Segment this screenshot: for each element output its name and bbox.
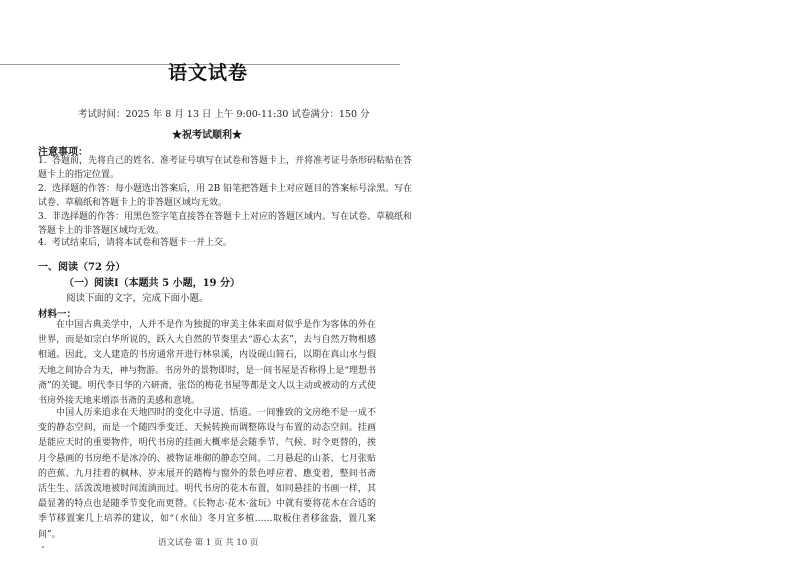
note-number: 3. xyxy=(38,212,47,222)
material-paragraph-2: 中国人历来追求在天地四时的变化中寻道、悟道。一间雅致的文房绝不是一成不变的静态空间，而是一个随四季变迁、天候转换而调整陈设与布置的动态空间。挂画是能应天时的重要物件，明代书房的挂画大概率是会随季节、气候、时令更替的，挨月令悬画的书房绝不是冰冷的、被物证堆砌的静态空间。二月悬起的山茶、七月张贴的芭蕉、九月挂着的枫林、岁末展开的踏梅与窗外的景色呼应着、應变着，整间书斋活生生、活泼泼地被时间流淌而过。明代书房的花木布置，如同悬挂的书画一样，其最显著的特点也是随季节变化而更替。《长物志·花木·盆玩》中就有要将花木在合适的季节移置案几上培养的建议，如“（水仙）冬月宜多植……取板住者移盆盎，置几案间”。 xyxy=(38,408,376,540)
exam-title: 语文试卷 xyxy=(168,62,249,84)
note-item-2 xyxy=(38,182,418,210)
note-item-4 xyxy=(38,236,418,250)
note-text: 选择题的作答：每小题选出答案后，用 2B 铅笔把答题卡上对应题目的答案标号涂黑。写在试卷、草稿纸和答题卡上的非答题区域均无效。 xyxy=(38,184,413,208)
section-heading: 一、阅读（72 分） xyxy=(38,262,126,273)
material-paragraph-1: 在中国古典美学中，人并不是作为独提的审美主体来面对似乎是作为客体的外在世界，而是如宗白华所说的，跃入大自然的节奏里去“游心太玄”，去与自然万物相感相通。因此，文人建造的书房通常开进行林泉溪，内设砚山简石，以期在真山水与假天地之间协合为天，神与物游。书房外的景物即时，是一间书屋是否称得上是“理想书斋”的关键。明代李日华的六研斋，张岱的梅花书屋等都是文人以主动或被动的方式使书房外接天地来增添书斋的美感和意境。 xyxy=(38,320,376,407)
note-text: 考试结束后，请将本试卷和答题卡一并上交。 xyxy=(52,238,233,248)
note-text: 答题前，先将自己的姓名、准考证号填写在试卷和答题卡上，并将准考证号条形码粘贴在答题卡上的指定位置。 xyxy=(38,156,413,180)
note-item-3 xyxy=(38,210,418,238)
note-text: 非选择题的作答：用黑色签字笔直接答在答题卡上对应的答题区域内。写在试卷、草稿纸和答题卡上的非答题区域均无效。 xyxy=(38,212,413,236)
note-number: 4. xyxy=(38,238,47,248)
good-luck-banner: ★祝考试顺利★ xyxy=(172,130,242,141)
notes-heading: 注意事项： xyxy=(38,147,88,158)
note-number: 2. xyxy=(38,184,47,194)
reading-instruction: 阅读下面的文字，完成下面小题。 xyxy=(66,293,209,304)
material-label: 材料一： xyxy=(38,309,77,320)
subsection-heading: （一）阅读I（本题共 5 小题，19 分） xyxy=(64,278,240,289)
exam-info-line: 考试时间：2025 年 8 月 13 日 上午 9:00-11:30 试卷满分：150 分 xyxy=(78,109,370,120)
note-number: 1. xyxy=(38,156,47,166)
scan-speck xyxy=(42,546,44,548)
note-item-1 xyxy=(38,154,418,182)
page-footer: 语文试卷 第 1 页 共 10 页 xyxy=(158,538,259,548)
